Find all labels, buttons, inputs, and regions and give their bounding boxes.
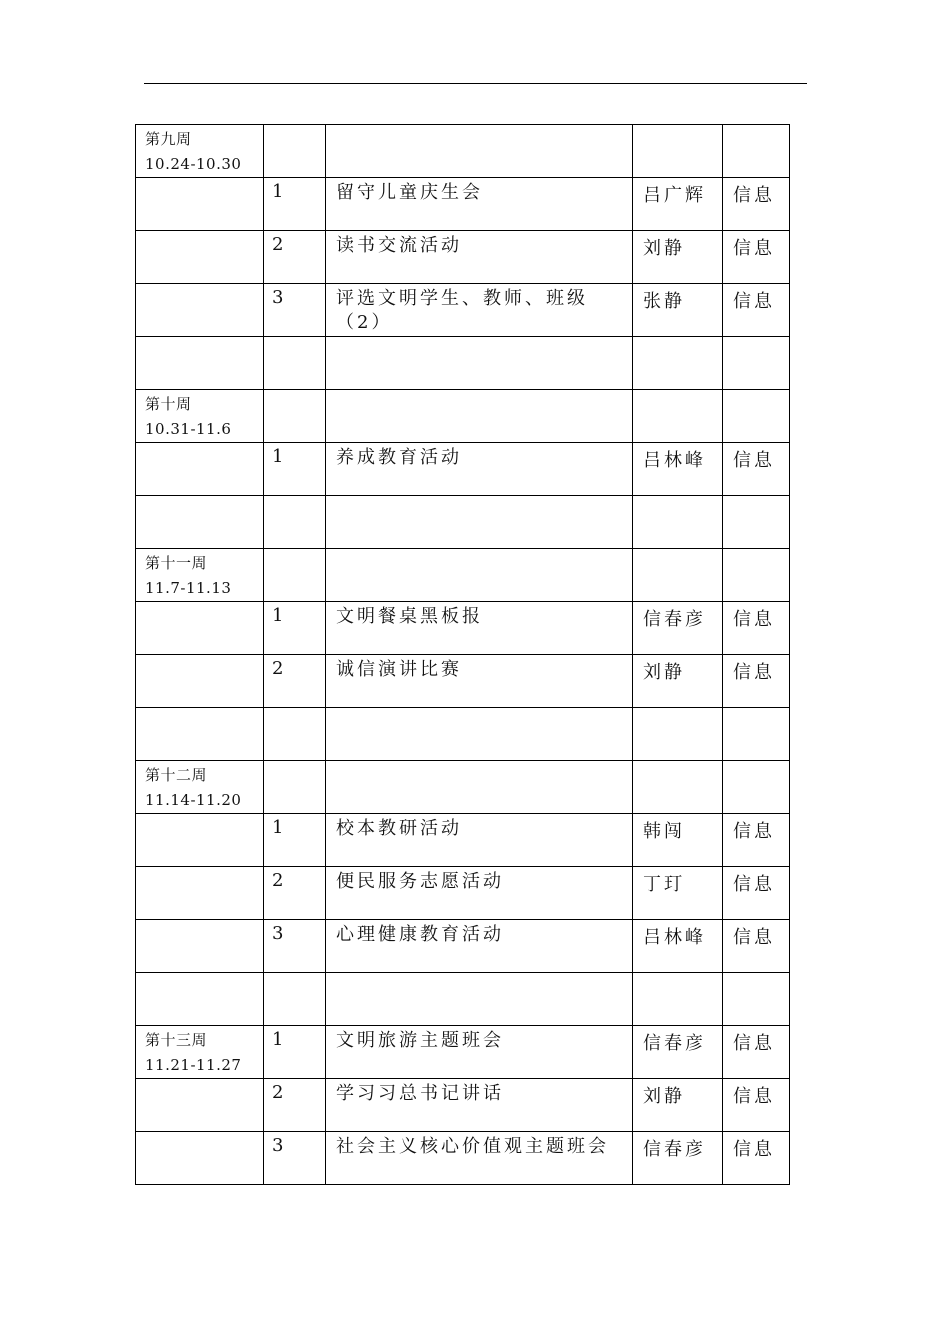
table-row: [136, 814, 790, 867]
week-dates: 11.14-11.20: [145, 791, 242, 809]
person-cell: [633, 178, 723, 231]
item-number-cell: [264, 973, 326, 1026]
category-cell: [723, 231, 790, 284]
person-cell: [633, 1026, 723, 1079]
category-cell: [723, 708, 790, 761]
blank-row: [136, 973, 790, 1026]
activity-name: 社会主义核心价值观主题班会: [336, 1136, 609, 1157]
category-cell: [723, 867, 790, 920]
activity-name: 留守儿童庆生会: [336, 182, 483, 203]
activity-name: 文明餐桌黑板报: [336, 606, 483, 627]
table-row: [136, 602, 790, 655]
activity-cell: [326, 178, 633, 231]
category-label: 信息: [733, 291, 775, 312]
activity-name: 诚信演讲比赛: [336, 659, 462, 680]
activity-cell: [326, 708, 633, 761]
table-row: [136, 920, 790, 973]
responsible-person: 信春彦: [643, 1139, 706, 1160]
person-cell: [633, 708, 723, 761]
category-cell: [723, 920, 790, 973]
activity-cell: [326, 761, 633, 814]
responsible-person: 刘静: [643, 662, 685, 683]
category-cell: [723, 1079, 790, 1132]
category-label: 信息: [733, 1033, 775, 1054]
week-cell: [136, 1079, 264, 1132]
activity-schedule-table: [135, 124, 790, 1185]
category-label: 信息: [733, 1139, 775, 1160]
person-cell: [633, 761, 723, 814]
item-number-cell: [264, 920, 326, 973]
week-name: 第九周: [145, 130, 192, 148]
item-number: 2: [272, 234, 284, 255]
person-cell: [633, 867, 723, 920]
week-header-row: [136, 125, 790, 178]
schedule-body: [136, 125, 790, 1185]
activity-cell: [326, 602, 633, 655]
week-name: 第十一周: [145, 554, 208, 572]
item-number-cell: [264, 867, 326, 920]
category-cell: [723, 390, 790, 443]
category-cell: [723, 125, 790, 178]
item-number-cell: [264, 814, 326, 867]
activity-cell: [326, 1132, 633, 1185]
item-number-cell: [264, 708, 326, 761]
week-cell: [136, 708, 264, 761]
category-cell: [723, 178, 790, 231]
category-label: 信息: [733, 874, 775, 895]
activity-cell: [326, 1079, 633, 1132]
table-row: [136, 231, 790, 284]
week-dates: 10.24-10.30: [145, 155, 242, 173]
person-cell: [633, 920, 723, 973]
activity-cell: [326, 390, 633, 443]
item-number-cell: [264, 178, 326, 231]
category-label: 信息: [733, 1086, 775, 1107]
header-rule: [144, 83, 807, 84]
category-cell: [723, 443, 790, 496]
item-number: 1: [272, 446, 284, 467]
item-number-cell: [264, 602, 326, 655]
activity-cell: [326, 231, 633, 284]
responsible-person: 刘静: [643, 238, 685, 259]
week-cell: [136, 178, 264, 231]
category-label: 信息: [733, 927, 775, 948]
item-number-cell: [264, 1079, 326, 1132]
person-cell: [633, 125, 723, 178]
week-cell: [136, 125, 264, 178]
activity-cell: [326, 814, 633, 867]
activity-name: 文明旅游主题班会: [336, 1030, 504, 1051]
item-number: 3: [272, 287, 284, 308]
category-label: 信息: [733, 662, 775, 683]
item-number: 3: [272, 923, 284, 944]
category-cell: [723, 284, 790, 337]
week-cell: [136, 1026, 264, 1079]
blank-row: [136, 496, 790, 549]
week-label: [136, 1026, 263, 1078]
table-row: [136, 867, 790, 920]
item-number-cell: [264, 761, 326, 814]
activity-cell: [326, 549, 633, 602]
category-cell: [723, 761, 790, 814]
week-cell: [136, 761, 264, 814]
item-number-cell: [264, 496, 326, 549]
person-cell: [633, 496, 723, 549]
table-row: [136, 655, 790, 708]
activity-cell: [326, 443, 633, 496]
item-number: 2: [272, 1082, 284, 1103]
table-row: [136, 1079, 790, 1132]
person-cell: [633, 602, 723, 655]
responsible-person: 丁玎: [643, 874, 685, 895]
person-cell: [633, 1132, 723, 1185]
person-cell: [633, 284, 723, 337]
week-dates: 10.31-11.6: [145, 420, 232, 438]
item-number: 1: [272, 817, 284, 838]
category-cell: [723, 337, 790, 390]
activity-name: 心理健康教育活动: [336, 924, 504, 945]
week-cell: [136, 655, 264, 708]
person-cell: [633, 390, 723, 443]
responsible-person: 张静: [643, 291, 685, 312]
item-number-cell: [264, 231, 326, 284]
week-name: 第十周: [145, 395, 192, 413]
item-number-cell: [264, 443, 326, 496]
responsible-person: 吕林峰: [643, 927, 706, 948]
person-cell: [633, 337, 723, 390]
responsible-person: 信春彦: [643, 609, 706, 630]
week-header-row: [136, 549, 790, 602]
week-name: 第十二周: [145, 766, 208, 784]
week-label: [136, 549, 263, 601]
item-number-cell: [264, 337, 326, 390]
category-label: 信息: [733, 609, 775, 630]
week-cell: [136, 390, 264, 443]
activity-cell: [326, 920, 633, 973]
item-number: 2: [272, 870, 284, 891]
category-cell: [723, 1026, 790, 1079]
activity-name: 读书交流活动: [336, 235, 462, 256]
activity-cell: [326, 655, 633, 708]
responsible-person: 韩闯: [643, 821, 685, 842]
category-cell: [723, 655, 790, 708]
item-number-cell: [264, 1026, 326, 1079]
category-cell: [723, 814, 790, 867]
activity-cell: [326, 1026, 633, 1079]
item-number-cell: [264, 390, 326, 443]
week-dates: 11.21-11.27: [145, 1056, 242, 1074]
responsible-person: 吕林峰: [643, 450, 706, 471]
week-cell: [136, 814, 264, 867]
item-number: 3: [272, 1135, 284, 1156]
item-number-cell: [264, 655, 326, 708]
item-number-cell: [264, 1132, 326, 1185]
blank-row: [136, 708, 790, 761]
week-label: [136, 390, 263, 442]
activity-name: 便民服务志愿活动: [336, 871, 504, 892]
category-label: 信息: [733, 185, 775, 206]
week-cell: [136, 973, 264, 1026]
week-header-row: [136, 390, 790, 443]
person-cell: [633, 443, 723, 496]
activity-cell: [326, 284, 633, 337]
category-cell: [723, 1132, 790, 1185]
activity-cell: [326, 867, 633, 920]
activity-name: 校本教研活动: [336, 818, 462, 839]
activity-name: 学习习总书记讲话: [336, 1083, 504, 1104]
week-cell: [136, 443, 264, 496]
category-cell: [723, 549, 790, 602]
person-cell: [633, 231, 723, 284]
activity-cell: [326, 337, 633, 390]
category-cell: [723, 496, 790, 549]
responsible-person: 吕广辉: [643, 185, 706, 206]
table-row: [136, 1132, 790, 1185]
week-name: 第十三周: [145, 1031, 208, 1049]
week-cell: [136, 231, 264, 284]
week-cell: [136, 549, 264, 602]
activity-cell: [326, 973, 633, 1026]
person-cell: [633, 549, 723, 602]
item-number: 2: [272, 658, 284, 679]
week-dates: 11.7-11.13: [145, 579, 232, 597]
item-number: 1: [272, 181, 284, 202]
category-cell: [723, 973, 790, 1026]
item-number-cell: [264, 125, 326, 178]
item-number-cell: [264, 549, 326, 602]
activity-cell: [326, 125, 633, 178]
item-number-cell: [264, 284, 326, 337]
week-cell: [136, 602, 264, 655]
category-label: 信息: [733, 821, 775, 842]
week-label: [136, 125, 263, 177]
person-cell: [633, 973, 723, 1026]
person-cell: [633, 814, 723, 867]
week-cell: [136, 284, 264, 337]
item-number: 1: [272, 605, 284, 626]
activity-cell: [326, 496, 633, 549]
person-cell: [633, 655, 723, 708]
category-label: 信息: [733, 238, 775, 259]
week-cell: [136, 1132, 264, 1185]
person-cell: [633, 1079, 723, 1132]
category-cell: [723, 602, 790, 655]
week-header-row: [136, 761, 790, 814]
week-cell: [136, 337, 264, 390]
table-row: [136, 1026, 790, 1079]
responsible-person: 刘静: [643, 1086, 685, 1107]
week-label: [136, 761, 263, 813]
blank-row: [136, 337, 790, 390]
week-cell: [136, 867, 264, 920]
table-row: [136, 443, 790, 496]
responsible-person: 信春彦: [643, 1033, 706, 1054]
week-cell: [136, 496, 264, 549]
activity-name: 养成教育活动: [336, 447, 462, 468]
activity-name: 评选文明学生、教师、班级（2）: [336, 288, 588, 333]
week-cell: [136, 920, 264, 973]
category-label: 信息: [733, 450, 775, 471]
table-row: [136, 284, 790, 337]
item-number: 1: [272, 1029, 284, 1050]
table-row: [136, 178, 790, 231]
